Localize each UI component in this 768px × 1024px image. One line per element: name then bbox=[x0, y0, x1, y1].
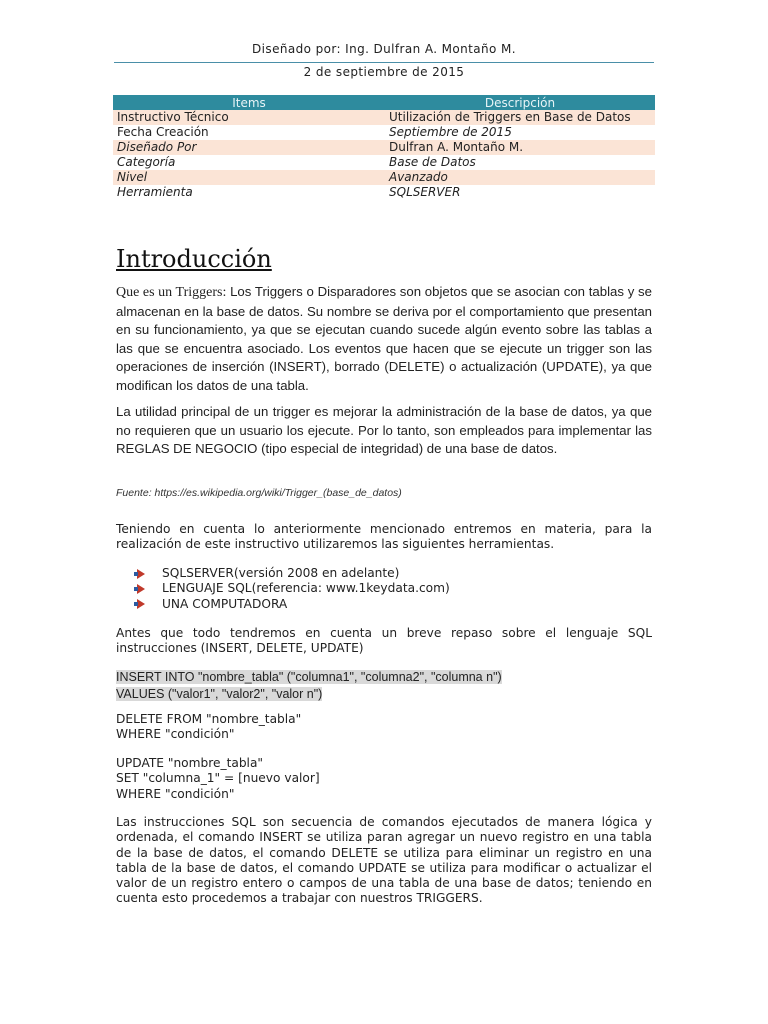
table-cell-item: Instructivo Técnico bbox=[113, 110, 385, 125]
header-date: 2 de septiembre de 2015 bbox=[303, 65, 465, 79]
table-row bbox=[113, 185, 655, 200]
source-citation: Fuente: https://es.wikipedia.org/wiki/Trigger_(base_de_datos) bbox=[116, 487, 402, 499]
sql-explanation-paragraph: Las instrucciones SQL son secuencia de comandos ejecutados de manera lógica y ordenada, el comando INSERT se utiliza paran agregar un nuevo registro en una tabla de la base de datos, el comando DELETE se utiliza para eliminar un registro en una tabla de la base de datos, el comando UPDATE se utiliza para modificar o actualizar el valor de un registro entero o campos de una tabla de una base de datos; teniendo en cuenta esto procedemos a trabajar con nuestros TRIGGERS. bbox=[116, 815, 652, 906]
table-cell-desc: Utilización de Triggers en Base de Datos bbox=[385, 110, 655, 125]
list-item: LENGUAJE SQL(referencia: www.1keydata.com) bbox=[134, 581, 450, 596]
table-row bbox=[113, 125, 655, 140]
table-cell-item: Diseñado Por bbox=[113, 140, 385, 155]
delete-line-1: DELETE FROM "nombre_tabla" bbox=[116, 712, 302, 726]
tools-list bbox=[134, 566, 450, 612]
table-row bbox=[113, 155, 655, 170]
list-item: UNA COMPUTADORA bbox=[134, 597, 450, 612]
table-header-row bbox=[113, 95, 655, 110]
table-header-items: Items bbox=[113, 95, 385, 110]
header-designed-by: Diseñado por: Ing. Dulfran A. Montaño M. bbox=[252, 42, 516, 56]
table-cell-item: Categoría bbox=[113, 155, 385, 170]
sql-review-paragraph: Antes que todo tendremos en cuenta un breve repaso sobre el lenguaje SQL instrucciones (INSERT, DELETE, UPDATE) bbox=[116, 626, 652, 656]
header-rule bbox=[114, 62, 654, 63]
table-cell-item: Herramienta bbox=[113, 185, 385, 200]
table-cell-desc: Base de Datos bbox=[385, 155, 655, 170]
section-title: Introducción bbox=[116, 245, 272, 273]
table-header-description: Descripción bbox=[385, 95, 655, 110]
insert-line-1: INSERT INTO "nombre_tabla" ("columna1", "columna2", "columna n") bbox=[116, 670, 502, 684]
delete-line-2: WHERE "condición" bbox=[116, 727, 235, 742]
table-cell-item: Nivel bbox=[113, 170, 385, 185]
table-cell-desc: SQLSERVER bbox=[385, 185, 655, 200]
intro-paragraph-2: La utilidad principal de un trigger es mejorar la administración de la base de datos, ya que no requieren que un usuario los ejecute. Por lo tanto, son empleados para implementar las REGLAS DE NEGOCIO (tipo especial de integridad) de una base de datos. bbox=[116, 404, 652, 457]
table-row bbox=[113, 170, 655, 185]
table-row bbox=[113, 140, 655, 155]
delete-statement bbox=[116, 712, 652, 743]
update-line-2: SET "columna_1" = [nuevo valor] bbox=[116, 771, 320, 786]
update-line-1: UPDATE "nombre_tabla" bbox=[116, 756, 264, 770]
table-cell-desc: Avanzado bbox=[385, 170, 655, 185]
table-cell-desc: Dulfran A. Montaño M. bbox=[385, 140, 655, 155]
update-line-3: WHERE "condición" bbox=[116, 786, 235, 801]
arrow-bullet-icon bbox=[134, 599, 148, 609]
table-cell-item: Fecha Creación bbox=[113, 125, 385, 140]
intro-lead: Que es un Triggers: bbox=[116, 285, 227, 300]
update-statement bbox=[116, 756, 652, 802]
arrow-bullet-icon bbox=[134, 569, 148, 579]
insert-line-2: VALUES ("valor1", "valor2", "valor n") bbox=[116, 687, 323, 701]
metadata-table bbox=[113, 95, 655, 200]
intro-paragraph-1 bbox=[116, 283, 652, 396]
table-cell-desc: Septiembre de 2015 bbox=[385, 125, 655, 140]
list-item: SQLSERVER(versión 2008 en adelante) bbox=[134, 566, 450, 581]
insert-statement bbox=[116, 669, 502, 703]
intro-p1-text: Los Triggers o Disparadores son objetos que se asocian con tablas y se almacenan en la base de datos. Su nombre se deriva por el comportamiento que presentan en su funcionamiento, ya que se ejecutan cuando sucede algún evento sobre las tablas a las que se encuentra asociado. Los eventos que hacen que se ejecute un trigger son las operaciones de inserción (INSERT), borrado (DELETE) o actualización (UPDATE), ya que modifican los datos de una tabla. bbox=[116, 284, 652, 393]
table-row bbox=[113, 110, 655, 125]
arrow-bullet-icon bbox=[134, 584, 148, 594]
tools-intro-paragraph: Teniendo en cuenta lo anteriormente mencionado entremos en materia, para la realización de este instructivo utilizaremos las siguientes herramientas. bbox=[116, 522, 652, 552]
